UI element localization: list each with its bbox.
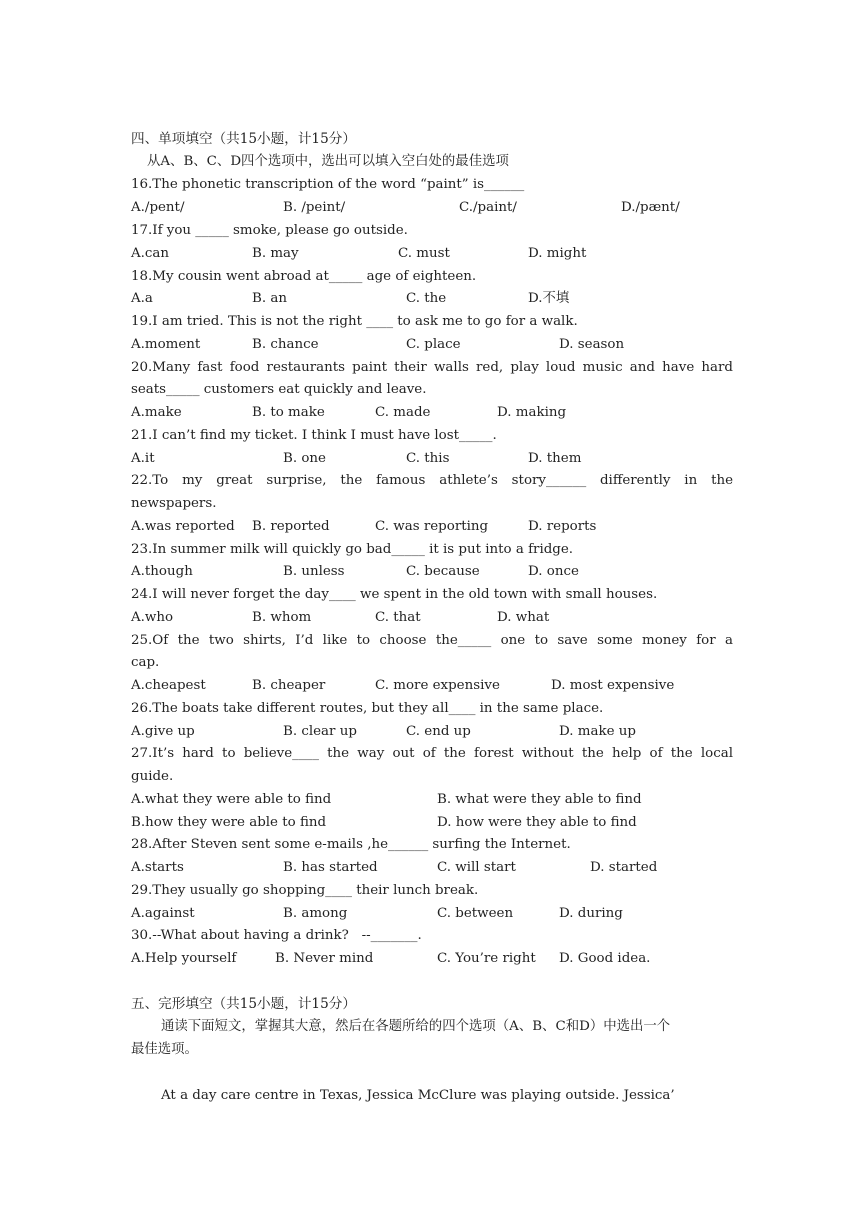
option-d: D. what bbox=[497, 610, 550, 625]
question-stem: 26.The boats take different routes, but they all____ in the same place. bbox=[131, 701, 604, 716]
option-b: B. clear up bbox=[283, 724, 357, 739]
option-b: B. reported bbox=[252, 519, 330, 534]
option-a: A.can bbox=[131, 246, 170, 261]
option-d: D. how were they able to find bbox=[437, 815, 637, 830]
option-a: A.give up bbox=[131, 724, 195, 739]
option-c: B.how they were able to find bbox=[131, 815, 327, 830]
option-b: B. one bbox=[283, 451, 326, 466]
option-b: B. what were they able to find bbox=[437, 792, 642, 807]
passage-text: At a day care centre in Texas, Jessica McClure was playing outside. Jessica’ bbox=[161, 1088, 675, 1103]
question-stem: 22.To my great surprise, the famous athlete’s story______ differently in the bbox=[131, 473, 733, 488]
option-d: D./pænt/ bbox=[621, 200, 680, 215]
option-a: A.Help yourself bbox=[131, 951, 237, 966]
option-a: A.moment bbox=[131, 337, 201, 352]
question-stem-continued: guide. bbox=[131, 769, 174, 784]
option-a: A.make bbox=[131, 405, 182, 420]
section4-heading: 四、单项填空（共15小题，计15分） bbox=[131, 131, 356, 147]
question-stem: 16.The phonetic transcription of the word “paint” is______ bbox=[131, 177, 525, 192]
option-b: B. an bbox=[252, 291, 287, 306]
option-c: C. between bbox=[437, 906, 514, 921]
option-a: A.it bbox=[131, 451, 155, 466]
option-c: C. was reporting bbox=[375, 519, 489, 534]
option-b: B. to make bbox=[252, 405, 325, 420]
question-stem-continued: cap. bbox=[131, 655, 160, 670]
section5-heading: 五、完形填空（共15小题，计15分） bbox=[131, 996, 356, 1012]
option-a: A.who bbox=[131, 610, 174, 625]
option-b: B. has started bbox=[283, 860, 378, 875]
question-stem: 28.After Steven sent some e-mails ,he______ surfing the Internet. bbox=[131, 837, 571, 852]
option-b: B. cheaper bbox=[252, 678, 326, 693]
option-a: A.what they were able to find bbox=[131, 792, 332, 807]
option-c: C./paint/ bbox=[459, 200, 517, 215]
option-c: C. more expensive bbox=[375, 678, 500, 693]
option-c: C. because bbox=[406, 564, 480, 579]
option-c: C. end up bbox=[406, 724, 471, 739]
option-c: C. the bbox=[406, 291, 447, 306]
question-stem: 27.It’s hard to believe____ the way out of the forest without the help of the local bbox=[131, 746, 733, 761]
question-stem: 25.Of the two shirts, I’d like to choose the_____ one to save some money for a bbox=[131, 633, 733, 648]
option-d: D. started bbox=[590, 860, 658, 875]
option-d: D. most expensive bbox=[551, 678, 675, 693]
option-a: A.starts bbox=[131, 860, 184, 875]
option-d: D. them bbox=[528, 451, 582, 466]
option-a: A.was reported bbox=[131, 519, 235, 534]
option-b: B. Never mind bbox=[275, 951, 374, 966]
option-c: C. made bbox=[375, 405, 431, 420]
option-b: B. whom bbox=[252, 610, 312, 625]
option-d: D.不填 bbox=[528, 291, 570, 306]
option-b: B. may bbox=[252, 246, 299, 261]
section5-instruction: 通读下面短文，掌握其大意，然后在各题所给的四个选项（A、B、C和D）中选出一个 bbox=[161, 1019, 671, 1034]
question-stem: 24.I will never forget the day____ we spent in the old town with small houses. bbox=[131, 587, 658, 602]
question-stem: 23.In summer milk will quickly go bad_____ it is put into a fridge. bbox=[131, 542, 574, 557]
option-a: A.though bbox=[131, 564, 193, 579]
option-d: D. during bbox=[559, 906, 623, 921]
question-stem: 30.--What about having a drink? --_______. bbox=[131, 928, 422, 943]
option-d: D. season bbox=[559, 337, 625, 352]
option-a: A.a bbox=[131, 291, 153, 306]
section4-instruction: 从A、B、C、D四个选项中，选出可以填入空白处的最佳选项 bbox=[147, 154, 509, 169]
option-c: C. You’re right bbox=[437, 951, 536, 966]
question-stem: 19.I am tried. This is not the right ____ to ask me to go for a walk. bbox=[131, 314, 578, 329]
option-d: D. making bbox=[497, 405, 567, 420]
option-c: C. must bbox=[398, 246, 450, 261]
question-stem: 18.My cousin went abroad at_____ age of eighteen. bbox=[131, 269, 477, 284]
option-b: B. chance bbox=[252, 337, 319, 352]
section5-instruction-continued: 最佳选项。 bbox=[131, 1042, 198, 1057]
option-c: C. will start bbox=[437, 860, 516, 875]
question-stem: 17.If you _____ smoke, please go outside. bbox=[131, 223, 408, 238]
option-b: B. /peint/ bbox=[283, 200, 346, 215]
question-stem: 21.I can’t find my ticket. I think I must have lost_____. bbox=[131, 428, 497, 443]
option-b: B. unless bbox=[283, 564, 345, 579]
option-b: B. among bbox=[283, 906, 348, 921]
option-a: A.cheapest bbox=[131, 678, 206, 693]
option-a: A./pent/ bbox=[131, 200, 185, 215]
option-d: D. Good idea. bbox=[559, 951, 651, 966]
question-stem-continued: seats_____ customers eat quickly and leave. bbox=[131, 382, 427, 397]
option-d: D. reports bbox=[528, 519, 597, 534]
question-stem: 20.Many fast food restaurants paint their walls red, play loud music and have hard bbox=[131, 360, 733, 375]
option-c: C. place bbox=[406, 337, 461, 352]
option-a: A.against bbox=[131, 906, 195, 921]
question-stem: 29.They usually go shopping____ their lunch break. bbox=[131, 883, 479, 898]
option-c: C. that bbox=[375, 610, 421, 625]
question-stem-continued: newspapers. bbox=[131, 496, 217, 511]
option-d: D. might bbox=[528, 246, 587, 261]
option-c: C. this bbox=[406, 451, 450, 466]
option-d: D. once bbox=[528, 564, 579, 579]
option-d: D. make up bbox=[559, 724, 636, 739]
